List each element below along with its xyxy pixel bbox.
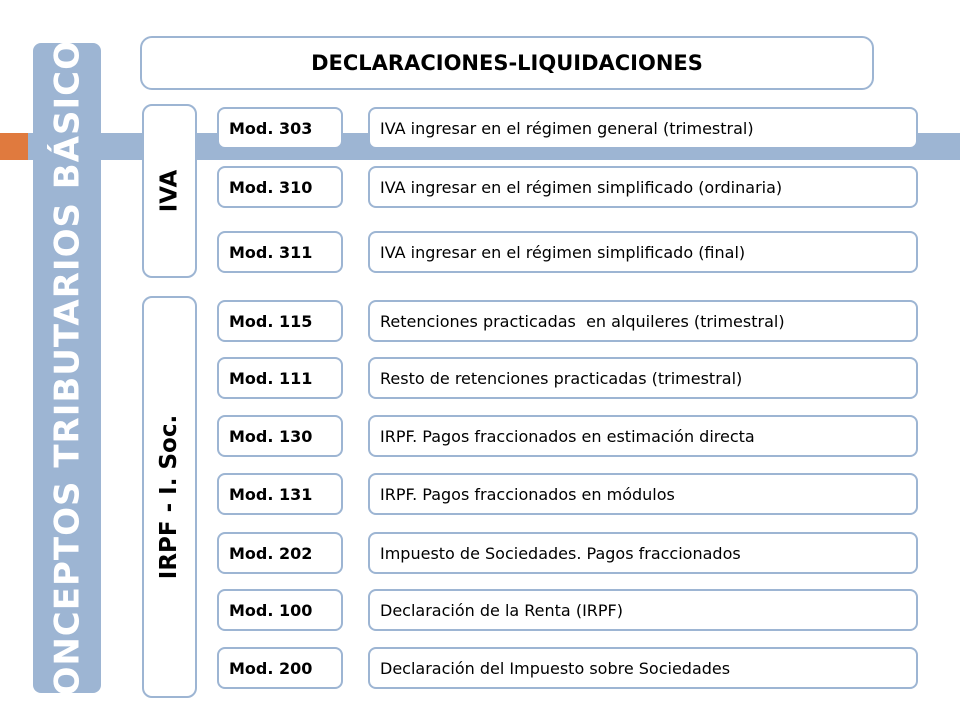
model-row <box>0 588 960 632</box>
model-row <box>0 472 960 516</box>
page-title-box <box>140 36 874 90</box>
group-label-irpf: IRPF - I. Soc. <box>156 414 183 580</box>
model-code: Mod. 303 <box>217 107 343 149</box>
model-code: Mod. 115 <box>217 300 343 342</box>
model-code: Mod. 131 <box>217 473 343 515</box>
model-code: Mod. 111 <box>217 357 343 399</box>
sidebar-title: CONCEPTOS TRIBUTARIOS BÁSICOS <box>47 14 88 722</box>
model-row <box>0 165 960 209</box>
model-code: Mod. 130 <box>217 415 343 457</box>
model-description: Resto de retenciones practicadas (trimestral) <box>368 357 918 399</box>
model-description: Declaración de la Renta (IRPF) <box>368 589 918 631</box>
model-code: Mod. 310 <box>217 166 343 208</box>
model-row <box>0 230 960 274</box>
model-description: Retenciones practicadas en alquileres (trimestral) <box>368 300 918 342</box>
model-description: Impuesto de Sociedades. Pagos fraccionados <box>368 532 918 574</box>
model-row <box>0 646 960 690</box>
model-code: Mod. 200 <box>217 647 343 689</box>
model-description: IRPF. Pagos fraccionados en módulos <box>368 473 918 515</box>
model-code: Mod. 311 <box>217 231 343 273</box>
model-row <box>0 531 960 575</box>
model-description: IVA ingresar en el régimen simplificado (ordinaria) <box>368 166 918 208</box>
model-row <box>0 414 960 458</box>
model-description: IVA ingresar en el régimen simplificado (final) <box>368 231 918 273</box>
model-description: IVA ingresar en el régimen general (trimestral) <box>368 107 918 149</box>
page-title: DECLARACIONES-LIQUIDACIONES <box>311 51 703 75</box>
group-label-iva: IVA <box>156 169 183 213</box>
model-code: Mod. 100 <box>217 589 343 631</box>
model-row <box>0 299 960 343</box>
model-description: Declaración del Impuesto sobre Sociedades <box>368 647 918 689</box>
model-description: IRPF. Pagos fraccionados en estimación directa <box>368 415 918 457</box>
model-code: Mod. 202 <box>217 532 343 574</box>
model-row <box>0 106 960 150</box>
model-row <box>0 356 960 400</box>
